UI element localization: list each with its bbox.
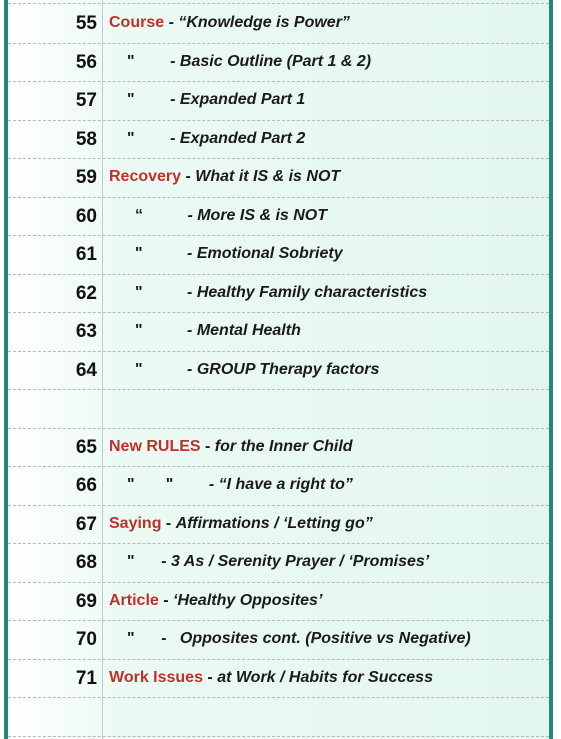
spacer bbox=[173, 476, 209, 493]
page-number: 59 bbox=[75, 167, 97, 188]
ditto-mark: " bbox=[135, 283, 143, 301]
toc-row bbox=[8, 274, 549, 314]
entry-title: - Opposites cont. (Positive vs Negative) bbox=[161, 630, 471, 647]
entry-title: at Work / Habits for Success bbox=[217, 668, 433, 686]
page-number: 67 bbox=[75, 513, 97, 535]
entry-title: - 3 As / Serenity Prayer / ‘Promises’ bbox=[161, 553, 430, 570]
entry-title: - Emotional Sobriety bbox=[187, 245, 343, 262]
toc-row bbox=[8, 312, 549, 352]
entry-title: - More IS & is NOT bbox=[187, 206, 328, 224]
ditto-mark: " bbox=[135, 360, 143, 378]
ditto-mark: " bbox=[127, 129, 135, 147]
entry-title: ‘Healthy Opposites’ bbox=[173, 591, 323, 609]
entry-title: for the Inner Child bbox=[214, 437, 353, 455]
ditto-mark: " bbox=[127, 52, 135, 70]
page-number: 62 bbox=[75, 282, 97, 304]
entry-title: Affirmations / ‘Letting go” bbox=[175, 514, 373, 532]
page-number: 68 bbox=[75, 552, 97, 573]
toc-row bbox=[8, 351, 549, 391]
entry-title: - Expanded Part 2 bbox=[170, 129, 306, 147]
toc-row bbox=[8, 235, 549, 275]
page-number: 56 bbox=[75, 51, 97, 73]
entry-text bbox=[109, 91, 305, 109]
spacer bbox=[135, 553, 162, 570]
spacer bbox=[143, 361, 187, 378]
page-number: 58 bbox=[75, 128, 97, 150]
entry-text bbox=[109, 168, 340, 186]
page-number: 70 bbox=[75, 629, 97, 650]
section-keyword: New RULES bbox=[109, 437, 201, 455]
entry-text bbox=[109, 592, 322, 610]
entry-title: - Healthy Family characteristics bbox=[187, 283, 428, 301]
separator: - bbox=[164, 14, 179, 31]
page-number: 69 bbox=[75, 590, 97, 612]
toc-row bbox=[8, 43, 549, 83]
entry-text bbox=[109, 53, 371, 71]
entry-text bbox=[109, 476, 353, 494]
toc-row bbox=[8, 620, 549, 660]
entry-title: What it IS & is NOT bbox=[195, 168, 341, 185]
entry-text bbox=[117, 322, 301, 340]
toc-row bbox=[8, 120, 549, 160]
spacer bbox=[135, 630, 162, 647]
page-number: 66 bbox=[75, 475, 97, 496]
toc-row bbox=[8, 4, 549, 44]
ditto-mark: " bbox=[127, 630, 135, 647]
page-number: 55 bbox=[75, 13, 97, 34]
spacer bbox=[143, 322, 187, 339]
page-number: 71 bbox=[75, 667, 97, 689]
entry-text bbox=[117, 284, 427, 302]
spacer bbox=[143, 284, 187, 301]
toc-row bbox=[8, 505, 549, 545]
entry-text bbox=[109, 553, 429, 571]
entry-text bbox=[109, 669, 433, 687]
entry-title: - “I have a right to” bbox=[208, 476, 353, 493]
entry-text bbox=[109, 438, 353, 456]
page-number: 57 bbox=[75, 90, 97, 111]
entry-text bbox=[109, 130, 305, 148]
ditto-mark: “ bbox=[135, 206, 143, 224]
page-number: 64 bbox=[75, 359, 97, 381]
ditto-mark: " bbox=[135, 245, 143, 262]
toc-row bbox=[8, 466, 549, 506]
toc-row bbox=[8, 158, 549, 198]
entry-title: - Basic Outline (Part 1 & 2) bbox=[170, 52, 372, 70]
toc-row bbox=[8, 197, 549, 237]
toc-row bbox=[8, 389, 549, 429]
toc-row bbox=[8, 659, 549, 699]
toc-row bbox=[8, 543, 549, 583]
spacer bbox=[135, 130, 171, 147]
ditto-mark: " " bbox=[127, 476, 174, 493]
page-number: 60 bbox=[75, 205, 97, 227]
spacer bbox=[143, 207, 187, 224]
entry-text bbox=[117, 245, 343, 263]
entry-title: - Mental Health bbox=[187, 322, 301, 339]
separator: - bbox=[158, 591, 174, 609]
ditto-mark: " bbox=[127, 91, 135, 108]
spacer bbox=[135, 53, 171, 70]
separator: - bbox=[161, 514, 176, 532]
section-keyword: Article bbox=[109, 591, 159, 609]
document-page bbox=[4, 0, 553, 739]
ditto-mark: " bbox=[135, 322, 143, 339]
ditto-mark: " bbox=[127, 553, 135, 570]
toc-row bbox=[8, 81, 549, 121]
entry-text bbox=[109, 630, 471, 648]
toc-row bbox=[8, 582, 549, 622]
spacer bbox=[143, 245, 187, 262]
section-keyword: Work Issues bbox=[109, 668, 203, 686]
separator: - bbox=[200, 437, 215, 455]
page-number: 65 bbox=[75, 436, 97, 458]
page-number: 63 bbox=[75, 321, 97, 342]
page-number: 61 bbox=[75, 244, 97, 265]
separator: - bbox=[181, 168, 196, 185]
entry-text bbox=[109, 14, 350, 32]
section-keyword: Saying bbox=[109, 514, 162, 532]
entry-title: - GROUP Therapy factors bbox=[187, 360, 380, 378]
separator: - bbox=[202, 668, 218, 686]
entry-title: - Expanded Part 1 bbox=[170, 91, 306, 108]
spacer bbox=[135, 91, 171, 108]
section-keyword: Recovery bbox=[109, 168, 182, 185]
entry-title: “Knowledge is Power” bbox=[178, 14, 350, 31]
section-keyword: Course bbox=[109, 14, 165, 31]
toc-row bbox=[8, 428, 549, 468]
toc-row bbox=[8, 697, 549, 737]
entry-text bbox=[117, 361, 379, 379]
entry-text bbox=[117, 207, 327, 225]
entry-text bbox=[109, 515, 373, 533]
